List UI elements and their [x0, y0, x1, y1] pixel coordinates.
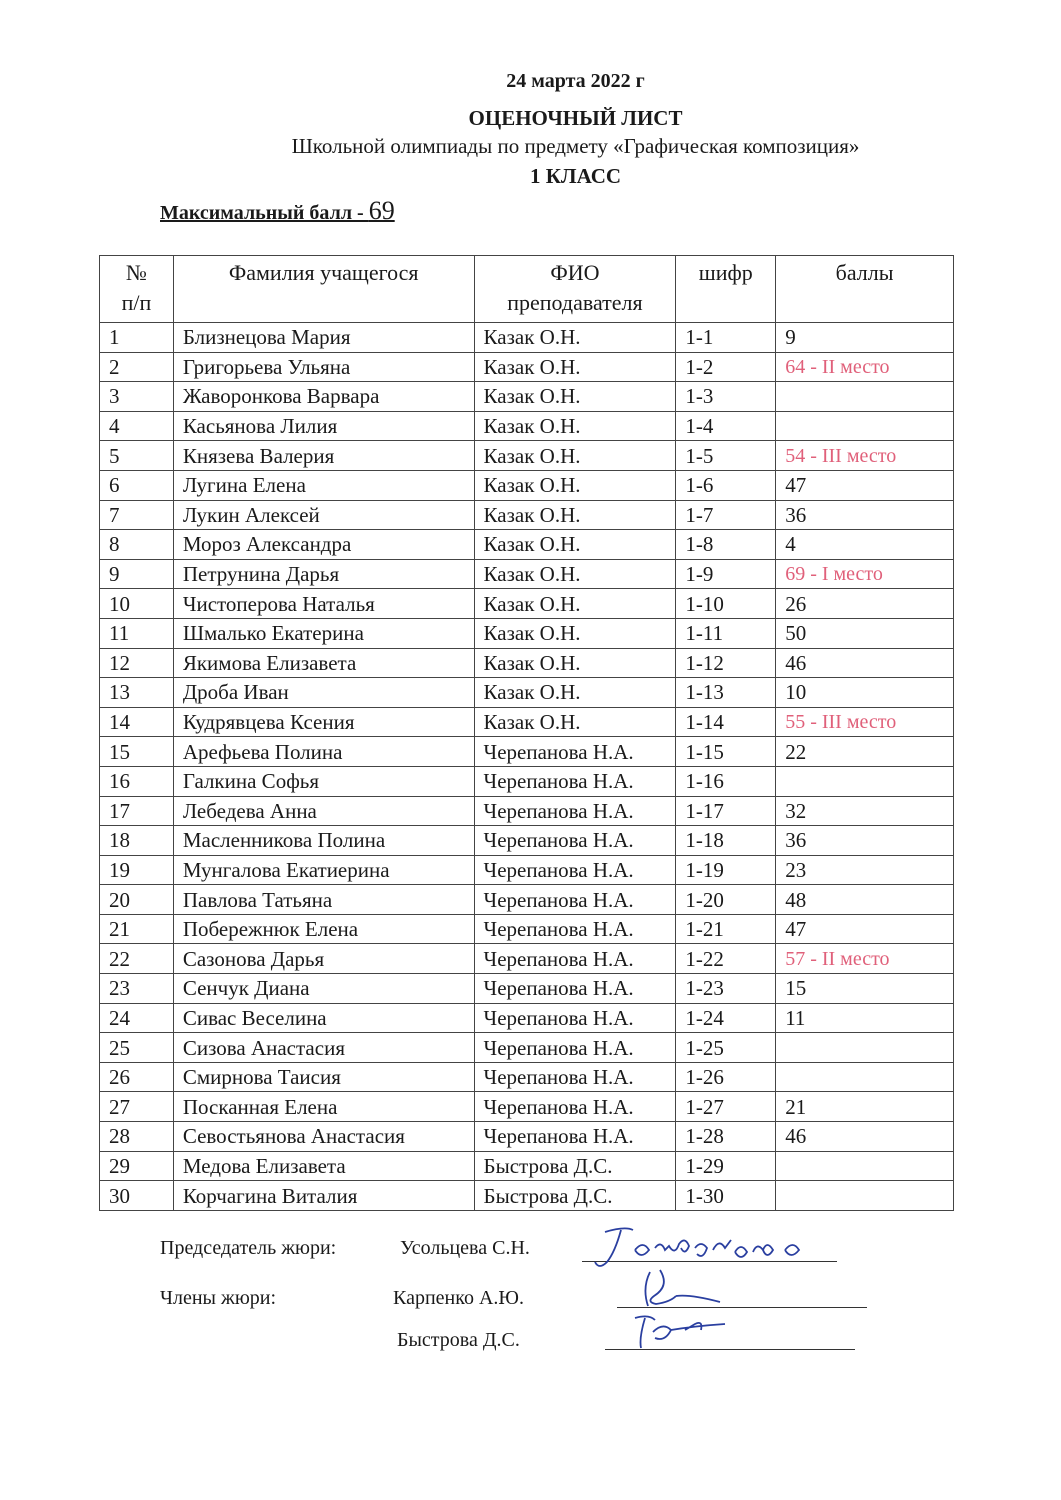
table-header-row: [100, 256, 954, 323]
cell-number: 14: [100, 707, 174, 737]
table-row: [100, 826, 954, 856]
cell-number: 18: [100, 826, 174, 856]
cell-number: 11: [100, 618, 174, 648]
table-row: [100, 352, 954, 382]
cell-number: 24: [100, 1003, 174, 1033]
cell-student-name: Масленникова Полина: [173, 826, 474, 856]
cell-code: 1-27: [676, 1092, 776, 1122]
cell-score: [776, 766, 954, 796]
cell-code: 1-30: [676, 1181, 776, 1211]
cell-code: 1-22: [676, 944, 776, 974]
cell-code: 1-26: [676, 1062, 776, 1092]
cell-number: 16: [100, 766, 174, 796]
cell-code: 1-10: [676, 589, 776, 619]
document-title: ОЦЕНОЧНЫЙ ЛИСТ: [468, 106, 683, 130]
jury-chair-label: Председатель жюри:: [160, 1237, 337, 1259]
cell-teacher: Казак О.Н.: [474, 559, 676, 589]
cell-student-name: Лукин Алексей: [173, 500, 474, 530]
column-header-student: Фамилия учащегося: [173, 256, 474, 323]
table-row: [100, 678, 954, 708]
grade-label: 1 КЛАСС: [529, 164, 622, 188]
table-row: [100, 530, 954, 560]
max-score-value: 69: [368, 196, 395, 225]
table-row: [100, 1151, 954, 1181]
cell-score: 23: [776, 855, 954, 885]
cell-code: 1-29: [676, 1151, 776, 1181]
cell-code: 1-21: [676, 914, 776, 944]
cell-teacher: Казак О.Н.: [474, 530, 676, 560]
table-row: [100, 618, 954, 648]
cell-code: 1-28: [676, 1122, 776, 1152]
cell-number: 17: [100, 796, 174, 826]
cell-code: 1-12: [676, 648, 776, 678]
table-row: [100, 855, 954, 885]
table-row: [100, 885, 954, 915]
cell-student-name: Сазонова Дарья: [173, 944, 474, 974]
cell-number: 25: [100, 1033, 174, 1063]
cell-student-name: Корчагина Виталия: [173, 1181, 474, 1211]
cell-code: 1-5: [676, 441, 776, 471]
jury-members-label: Члены жюри:: [160, 1287, 277, 1309]
table-row: [100, 914, 954, 944]
cell-student-name: Лебедева Анна: [173, 796, 474, 826]
table-row: [100, 411, 954, 441]
cell-score: 22: [776, 737, 954, 767]
cell-number: 2: [100, 352, 174, 382]
cell-number: 23: [100, 974, 174, 1004]
cell-student-name: Жаворонкова Варвара: [173, 382, 474, 412]
cell-student-name: Лугина Елена: [173, 470, 474, 500]
cell-student-name: Кудрявцева Ксения: [173, 707, 474, 737]
cell-score: [776, 411, 954, 441]
cell-student-name: Мунгалова Екатиерина: [173, 855, 474, 885]
member-2-signature-image: [615, 1308, 765, 1356]
cell-teacher: Черепанова Н.А.: [474, 826, 676, 856]
column-header-code: шифр: [676, 256, 776, 323]
cell-score: 48: [776, 885, 954, 915]
table-row: [100, 944, 954, 974]
cell-number: 30: [100, 1181, 174, 1211]
cell-student-name: Сенчук Диана: [173, 974, 474, 1004]
cell-code: 1-1: [676, 323, 776, 353]
cell-student-name: Посканная Елена: [173, 1092, 474, 1122]
cell-code: 1-25: [676, 1033, 776, 1063]
cell-score: [776, 1151, 954, 1181]
cell-score: 4: [776, 530, 954, 560]
cell-teacher: Казак О.Н.: [474, 707, 676, 737]
cell-student-name: Григорьева Ульяна: [173, 352, 474, 382]
cell-score: [776, 1062, 954, 1092]
cell-number: 21: [100, 914, 174, 944]
cell-score: 21: [776, 1092, 954, 1122]
cell-score: 10: [776, 678, 954, 708]
cell-student-name: Смирнова Таисия: [173, 1062, 474, 1092]
cell-score: 9: [776, 323, 954, 353]
cell-score: 64 - II место: [776, 352, 954, 382]
cell-code: 1-19: [676, 855, 776, 885]
column-header-number: № п/п: [100, 256, 174, 323]
cell-number: 13: [100, 678, 174, 708]
table-row: [100, 470, 954, 500]
cell-teacher: Черепанова Н.А.: [474, 1003, 676, 1033]
cell-number: 20: [100, 885, 174, 915]
cell-score: 55 - III место: [776, 707, 954, 737]
cell-student-name: Сивас Веселина: [173, 1003, 474, 1033]
cell-teacher: Черепанова Н.А.: [474, 855, 676, 885]
cell-teacher: Казак О.Н.: [474, 441, 676, 471]
cell-teacher: Казак О.Н.: [474, 470, 676, 500]
max-score-line: [160, 196, 395, 226]
document-date: 24 марта 2022 г: [506, 70, 645, 92]
cell-score: 69 - I место: [776, 559, 954, 589]
table-row: [100, 589, 954, 619]
cell-teacher: Черепанова Н.А.: [474, 766, 676, 796]
cell-code: 1-4: [676, 411, 776, 441]
cell-score: 50: [776, 618, 954, 648]
cell-teacher: Черепанова Н.А.: [474, 944, 676, 974]
cell-code: 1-13: [676, 678, 776, 708]
cell-number: 22: [100, 944, 174, 974]
cell-number: 3: [100, 382, 174, 412]
table-row: [100, 441, 954, 471]
cell-code: 1-17: [676, 796, 776, 826]
cell-student-name: Сизова Анастасия: [173, 1033, 474, 1063]
column-header-score: баллы: [776, 256, 954, 323]
cell-score: 36: [776, 500, 954, 530]
cell-number: 27: [100, 1092, 174, 1122]
cell-score: 47: [776, 914, 954, 944]
cell-score: 15: [776, 974, 954, 1004]
jury-member-2-name: Быстрова Д.С.: [397, 1329, 520, 1351]
cell-code: 1-8: [676, 530, 776, 560]
cell-student-name: Галкина Софья: [173, 766, 474, 796]
cell-student-name: Павлова Татьяна: [173, 885, 474, 915]
cell-number: 6: [100, 470, 174, 500]
table-row: [100, 559, 954, 589]
table-row: [100, 382, 954, 412]
cell-score: [776, 1033, 954, 1063]
cell-teacher: Черепанова Н.А.: [474, 1033, 676, 1063]
cell-score: 46: [776, 648, 954, 678]
cell-teacher: Казак О.Н.: [474, 589, 676, 619]
cell-teacher: Казак О.Н.: [474, 618, 676, 648]
max-score-label: Максимальный балл -: [160, 202, 369, 224]
cell-code: 1-3: [676, 382, 776, 412]
cell-number: 10: [100, 589, 174, 619]
cell-student-name: Князева Валерия: [173, 441, 474, 471]
table-row: [100, 1062, 954, 1092]
document-subtitle: Школьной олимпиады по предмету «Графическая композиция»: [291, 134, 860, 158]
cell-score: 36: [776, 826, 954, 856]
column-header-teacher: ФИО преподавателя: [474, 256, 676, 323]
cell-student-name: Побережнюк Елена: [173, 914, 474, 944]
cell-code: 1-2: [676, 352, 776, 382]
cell-student-name: Дроба Иван: [173, 678, 474, 708]
cell-code: 1-24: [676, 1003, 776, 1033]
cell-teacher: Черепанова Н.А.: [474, 1122, 676, 1152]
cell-score: [776, 382, 954, 412]
cell-code: 1-23: [676, 974, 776, 1004]
cell-score: 32: [776, 796, 954, 826]
cell-number: 4: [100, 411, 174, 441]
table-row: [100, 648, 954, 678]
table-row: [100, 1003, 954, 1033]
cell-teacher: Казак О.Н.: [474, 352, 676, 382]
cell-number: 26: [100, 1062, 174, 1092]
cell-teacher: Быстрова Д.С.: [474, 1151, 676, 1181]
cell-code: 1-9: [676, 559, 776, 589]
cell-student-name: Чистоперова Наталья: [173, 589, 474, 619]
cell-student-name: Арефьева Полина: [173, 737, 474, 767]
cell-score: 57 - II место: [776, 944, 954, 974]
table-row: [100, 707, 954, 737]
cell-code: 1-20: [676, 885, 776, 915]
cell-teacher: Черепанова Н.А.: [474, 914, 676, 944]
cell-student-name: Мороз Александра: [173, 530, 474, 560]
cell-score: 54 - III место: [776, 441, 954, 471]
cell-code: 1-15: [676, 737, 776, 767]
cell-student-name: Близнецова Мария: [173, 323, 474, 353]
cell-code: 1-18: [676, 826, 776, 856]
cell-score: 46: [776, 1122, 954, 1152]
cell-teacher: Быстрова Д.С.: [474, 1181, 676, 1211]
table-row: [100, 737, 954, 767]
cell-code: 1-6: [676, 470, 776, 500]
cell-number: 12: [100, 648, 174, 678]
cell-number: 5: [100, 441, 174, 471]
cell-teacher: Казак О.Н.: [474, 411, 676, 441]
table-row: [100, 1033, 954, 1063]
cell-score: 47: [776, 470, 954, 500]
jury-member-1-name: Карпенко А.Ю.: [393, 1287, 524, 1309]
cell-student-name: Петрунина Дарья: [173, 559, 474, 589]
cell-teacher: Черепанова Н.А.: [474, 1092, 676, 1122]
cell-code: 1-14: [676, 707, 776, 737]
cell-teacher: Черепанова Н.А.: [474, 737, 676, 767]
cell-teacher: Черепанова Н.А.: [474, 796, 676, 826]
cell-teacher: Черепанова Н.А.: [474, 885, 676, 915]
table-row: [100, 1092, 954, 1122]
table-row: [100, 323, 954, 353]
cell-code: 1-7: [676, 500, 776, 530]
cell-number: 7: [100, 500, 174, 530]
cell-number: 8: [100, 530, 174, 560]
table-row: [100, 796, 954, 826]
cell-student-name: Севостьянова Анастасия: [173, 1122, 474, 1152]
cell-teacher: Казак О.Н.: [474, 678, 676, 708]
cell-teacher: Казак О.Н.: [474, 500, 676, 530]
cell-number: 15: [100, 737, 174, 767]
score-table: [99, 255, 954, 1211]
cell-number: 19: [100, 855, 174, 885]
cell-student-name: Шмалько Екатерина: [173, 618, 474, 648]
cell-teacher: Казак О.Н.: [474, 382, 676, 412]
table-row: [100, 1122, 954, 1152]
cell-code: 1-16: [676, 766, 776, 796]
cell-score: 11: [776, 1003, 954, 1033]
cell-score: [776, 1181, 954, 1211]
table-row: [100, 1181, 954, 1211]
table-row: [100, 500, 954, 530]
cell-code: 1-11: [676, 618, 776, 648]
cell-student-name: Якимова Елизавета: [173, 648, 474, 678]
cell-number: 9: [100, 559, 174, 589]
cell-student-name: Касьянова Лилия: [173, 411, 474, 441]
cell-number: 29: [100, 1151, 174, 1181]
cell-teacher: Казак О.Н.: [474, 648, 676, 678]
table-row: [100, 766, 954, 796]
jury-chair-name: Усольцева С.Н.: [400, 1237, 530, 1259]
cell-number: 1: [100, 323, 174, 353]
cell-teacher: Черепанова Н.А.: [474, 974, 676, 1004]
cell-teacher: Черепанова Н.А.: [474, 1062, 676, 1092]
table-row: [100, 974, 954, 1004]
cell-teacher: Казак О.Н.: [474, 323, 676, 353]
table-body: [100, 323, 954, 1211]
cell-score: 26: [776, 589, 954, 619]
cell-number: 28: [100, 1122, 174, 1152]
cell-student-name: Медова Елизавета: [173, 1151, 474, 1181]
